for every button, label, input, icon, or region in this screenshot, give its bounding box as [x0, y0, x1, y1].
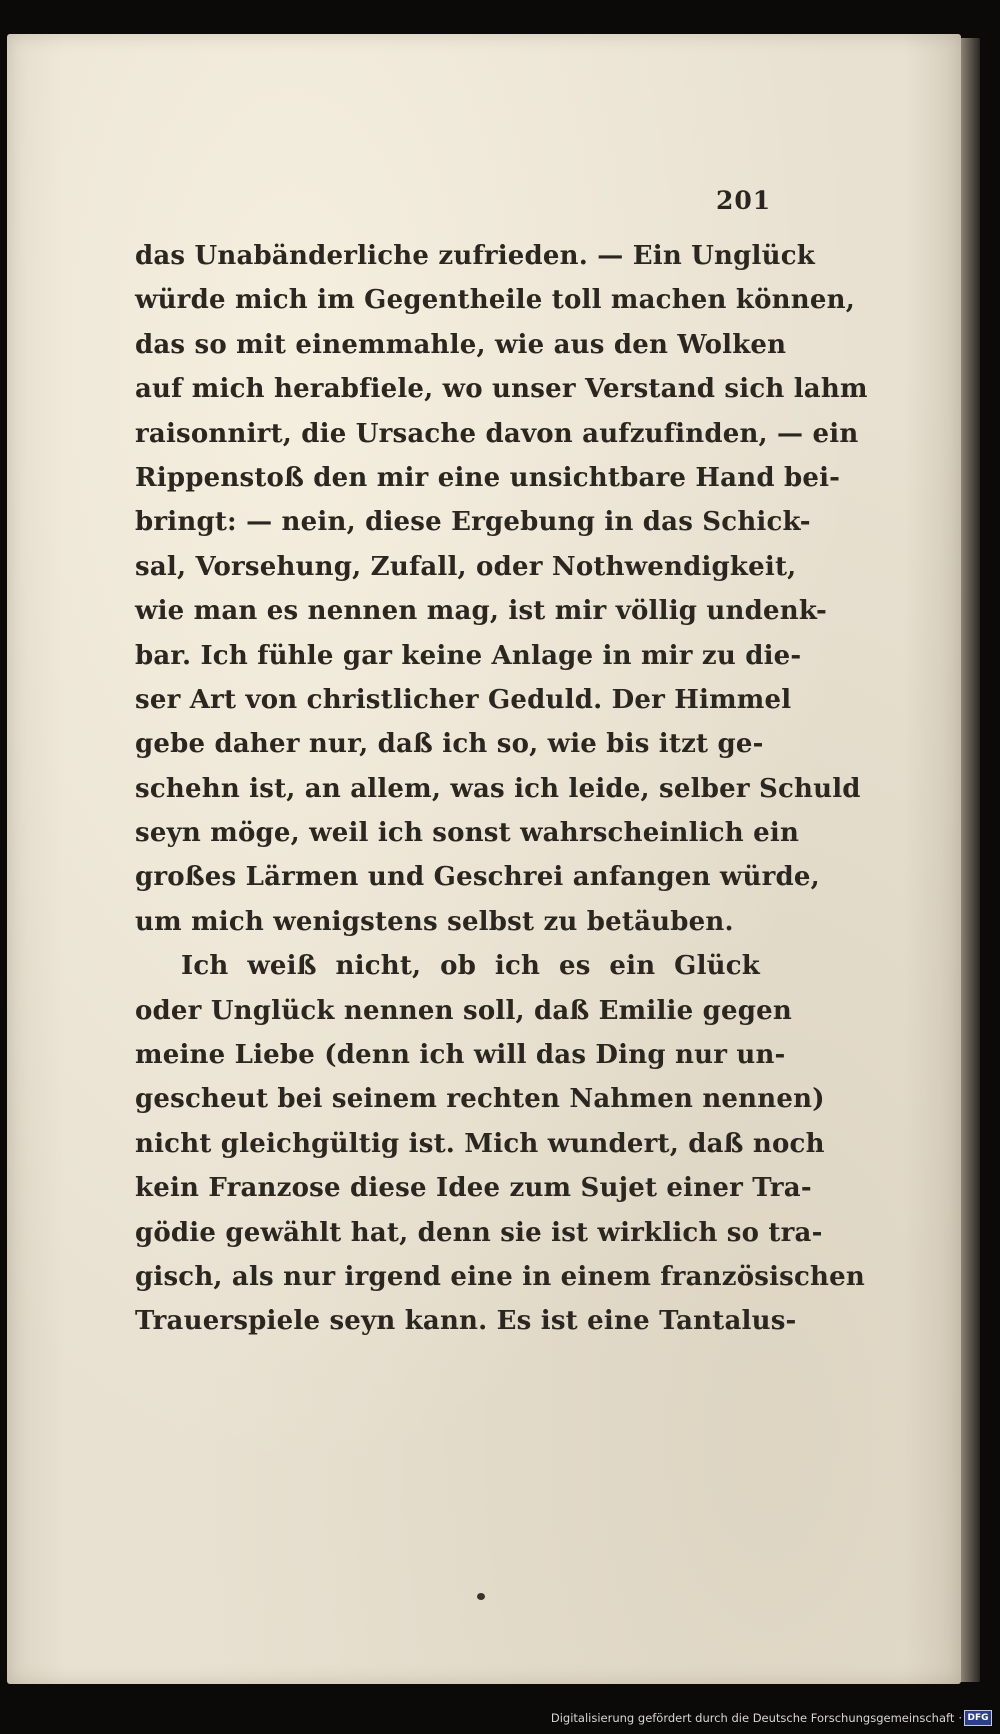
text-line: raisonnirt, die Ursache davon aufzufinden, — ein [135, 418, 859, 449]
dfg-logo-icon: DFG [964, 1710, 992, 1726]
text-line: bar. Ich fühle gar keine Anlage in mir zu die- [135, 640, 802, 671]
text-line: oder Unglück nennen soll, daß Emilie gegen [135, 995, 792, 1026]
text-line: gescheut bei seinem rechten Nahmen nennen) [135, 1084, 825, 1115]
text-line: Trauerspiele seyn kann. Es ist eine Tantalus- [135, 1306, 797, 1337]
credit-text: Digitalisierung gefördert durch die Deutsche Forschungsgemeinschaft [550, 1711, 955, 1725]
text-line: kein Franzose diese Idee zum Sujet einer Tra- [135, 1173, 812, 1204]
text-line: gisch, als nur irgend eine in einem französischen [135, 1261, 865, 1292]
text-line: gebe daher nur, daß ich so, wie bis itzt ge- [135, 729, 764, 760]
text-line: ser Art von christlicher Geduld. Der Himmel [135, 684, 792, 715]
text-line: meine Liebe (denn ich will das Ding nur un- [135, 1040, 786, 1071]
page-number: 201 [716, 186, 772, 215]
text-line: nicht gleichgültig ist. Mich wundert, daß noch [135, 1128, 825, 1159]
text-line: Ich weiß nicht, ob ich es ein Glück [181, 951, 760, 982]
credit-separator: · [958, 1711, 962, 1725]
text-line: Rippenstoß den mir eine unsichtbare Hand bei- [135, 462, 841, 493]
ink-spot [477, 1593, 485, 1600]
text-line: auf mich herabfiele, wo unser Verstand sich lahm [135, 374, 868, 405]
text-line: seyn möge, weil ich sonst wahrscheinlich ein [135, 818, 800, 849]
text-line: gödie gewählt hat, denn sie ist wirklich so tra- [135, 1217, 823, 1248]
text-line: wie man es nennen mag, ist mir völlig undenk- [135, 596, 827, 627]
text-line: um mich wenigstens selbst zu betäuben. [135, 906, 734, 937]
text-line: sal, Vorsehung, Zufall, oder Nothwendigkeit, [135, 551, 797, 582]
page-body [135, 234, 868, 1344]
text-line: großes Lärmen und Geschrei anfangen würde, [135, 862, 820, 893]
text-line: das so mit einemmahle, wie aus den Wolken [135, 329, 787, 360]
page-edge [958, 38, 980, 1682]
text-line: bringt: — nein, diese Ergebung in das Schick- [135, 507, 811, 538]
digitization-credit [551, 1709, 962, 1727]
text-line: das Unabänderliche zufrieden. — Ein Unglück [135, 241, 815, 271]
text-line: schehn ist, an allem, was ich leide, selber Schuld [135, 773, 861, 804]
text-line: würde mich im Gegentheile toll machen können, [135, 285, 855, 316]
